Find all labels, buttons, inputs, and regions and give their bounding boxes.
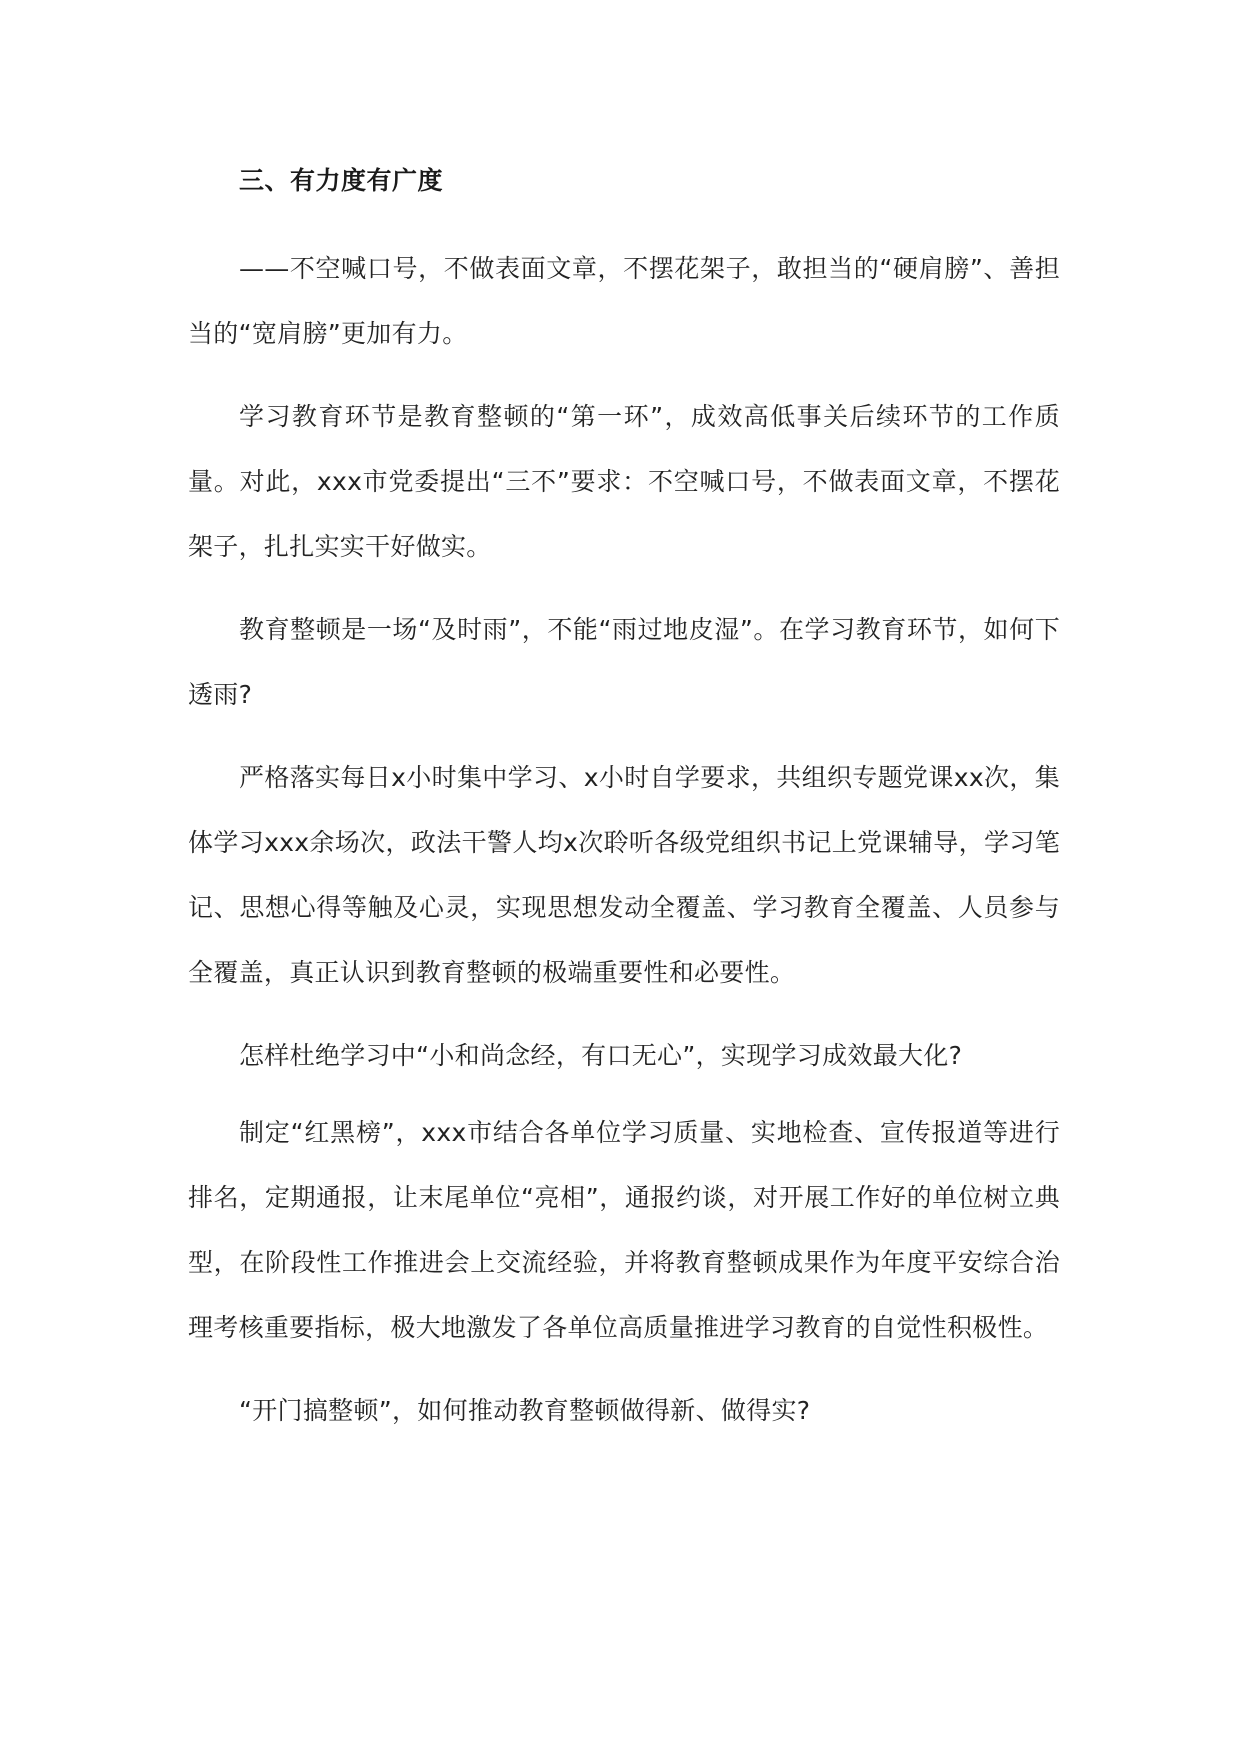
paragraph-first-link: 学习教育环节是教育整顿的“第一环”，成效高低事关后续环节的工作质量。对此，xxx市党委提出“三不”要求：不空喊口号，不做表面文章，不摆花架子，扎扎实实干好做实。 — [188, 402, 1060, 561]
paragraph-slogan: ——不空喊口号，不做表面文章，不摆花架子，敢担当的“硬肩膀”、善担当的“宽肩膀”更加有力。 — [188, 254, 1060, 348]
document-body — [188, 160, 1060, 1461]
paragraph-red-black-list: 制定“红黑榜”，xxx市结合各单位学习质量、实地检查、宣传报道等进行排名，定期通报，让末尾单位“亮相”，通报约谈，对开展工作好的单位树立典型，在阶段性工作推进会上交流经验，并将教育整顿成果作为年度平安综合治理考核重要指标，极大地激发了各单位高质量推进学习教育的自觉性积极性。 — [188, 1118, 1060, 1342]
section-heading: 三、有力度有广度 — [239, 166, 444, 195]
paragraph-question-effectiveness: 怎样杜绝学习中“小和尚念经，有口无心”，实现学习成效最大化? — [239, 1041, 963, 1070]
paragraph-timely-rain: 教育整顿是一场“及时雨”，不能“雨过地皮湿”。在学习教育环节，如何下透雨? — [188, 615, 1060, 709]
paragraph-open-door: “开门搞整顿”，如何推动教育整顿做得新、做得实? — [239, 1396, 811, 1425]
paragraph-study-requirements: 严格落实每日x小时集中学习、x小时自学要求，共组织专题党课xx次，集体学习xxx余场次，政法干警人均x次聆听各级党组织书记上党课辅导，学习笔记、思想心得等触及心灵，实现思想发动全覆盖、学习教育全覆盖、人员参与全覆盖，真正认识到教育整顿的极端重要性和必要性。 — [188, 763, 1060, 987]
